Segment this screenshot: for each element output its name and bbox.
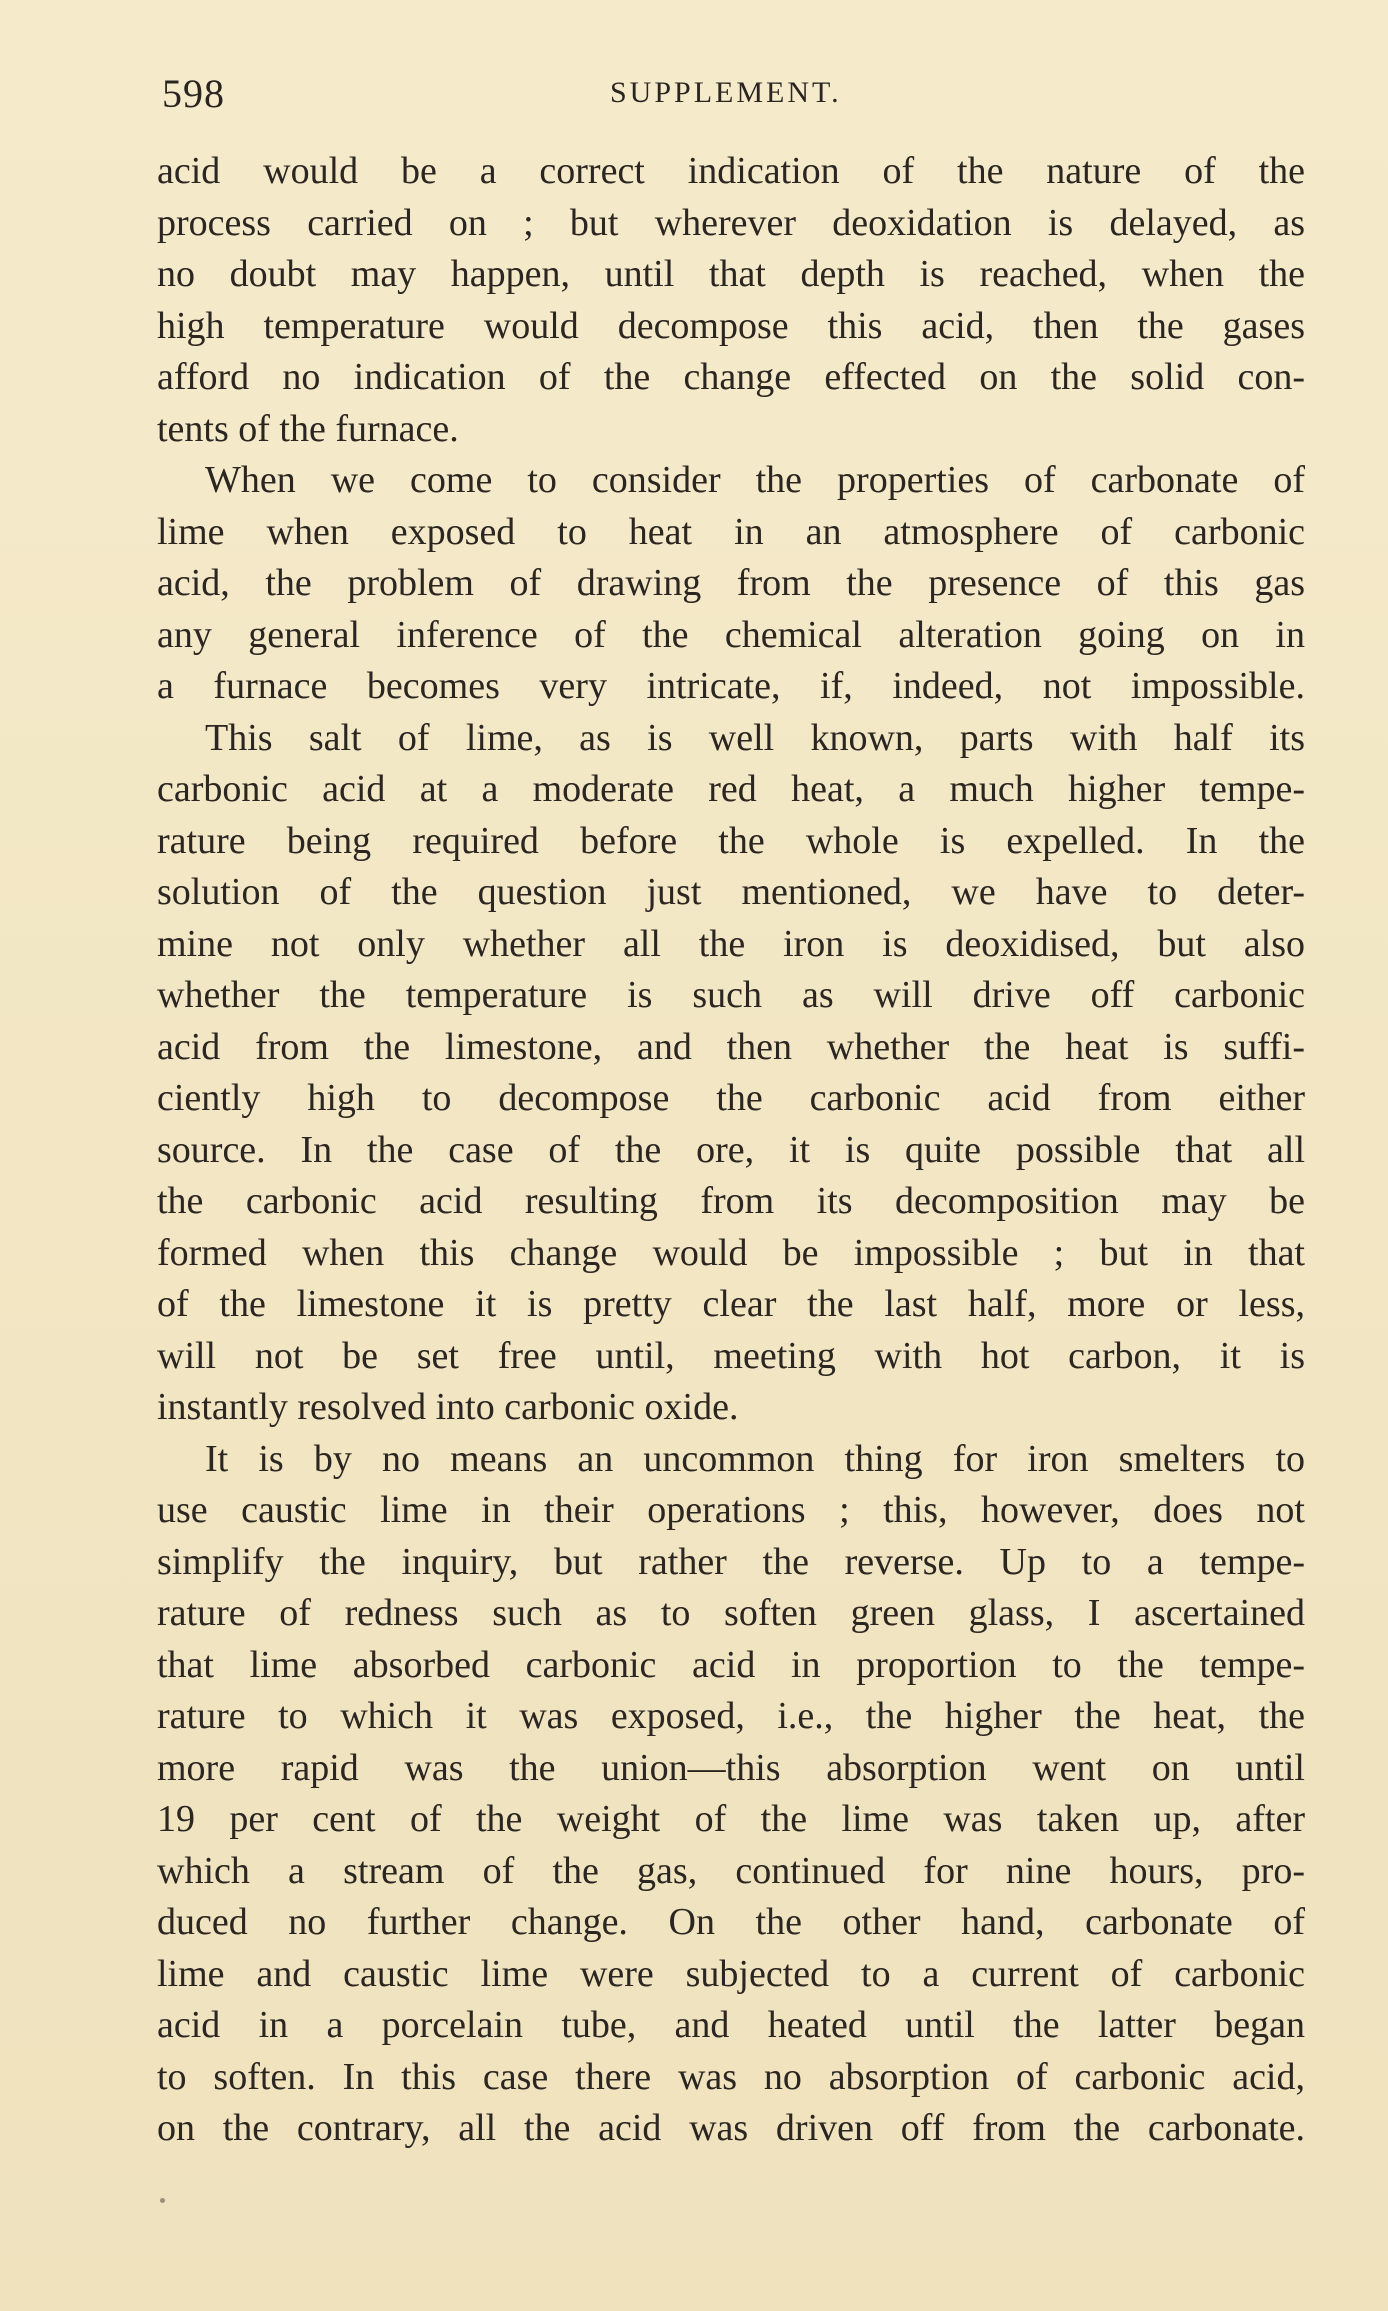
text-line: will not be set free until, meeting with hot carbon, it is: [157, 1334, 1305, 1377]
text-line: It is by no means an uncommon thing for iron smelters to: [205, 1437, 1305, 1480]
text-line: afford no indication of the change effected on the solid con-: [157, 356, 1305, 398]
text-line: on the contrary, all the acid was driven off from the carbonate.: [157, 2107, 1305, 2149]
body-text: [157, 146, 1305, 2155]
text-line: acid, the problem of drawing from the presence of this gas: [157, 562, 1305, 604]
text-line: high temperature would decompose this acid, then the gases: [157, 304, 1305, 347]
text-line: whether the temperature is such as will drive off carbonic: [157, 974, 1305, 1016]
text-line: rature to which it was exposed, i.e., the higher the heat, the: [157, 1695, 1305, 1737]
text-line: use caustic lime in their operations ; this, however, does not: [157, 1489, 1305, 1531]
text-line: a furnace becomes very intricate, if, indeed, not impossible.: [157, 665, 1305, 707]
text-line: source. In the case of the ore, it is quite possible that all: [157, 1128, 1305, 1171]
text-line: carbonic acid at a moderate red heat, a much higher tempe-: [157, 768, 1305, 810]
text-line: ciently high to decompose the carbonic acid from either: [157, 1077, 1305, 1119]
text-line: lime when exposed to heat in an atmosphere of carbonic: [157, 510, 1305, 553]
text-line: When we come to consider the properties of carbonate of: [205, 459, 1305, 501]
page-header: [162, 66, 1305, 126]
text-line: that lime absorbed carbonic acid in proportion to the tempe-: [157, 1643, 1305, 1686]
text-line: of the limestone it is pretty clear the last half, more or less,: [157, 1283, 1305, 1325]
text-line: This salt of lime, as is well known, parts with half its: [205, 716, 1305, 759]
text-line: acid from the limestone, and then whether the heat is suffi-: [157, 1025, 1305, 1068]
paper-speck: [160, 2198, 165, 2203]
text-line: formed when this change would be impossible ; but in that: [157, 1231, 1305, 1274]
text-line: 19 per cent of the weight of the lime was taken up, after: [157, 1798, 1305, 1840]
text-line: any general inference of the chemical alteration going on in: [157, 613, 1305, 656]
page-number: 598: [162, 71, 225, 116]
text-line: which a stream of the gas, continued for nine hours, pro-: [157, 1849, 1305, 1892]
paragraph-3: [157, 713, 1305, 1434]
text-line: rature being required before the whole is expelled. In the: [157, 819, 1305, 862]
text-line: acid in a porcelain tube, and heated until the latter began: [157, 2004, 1305, 2046]
text-line: lime and caustic lime were subjected to a current of carbonic: [157, 1952, 1305, 1995]
text-line: more rapid was the union—this absorption went on until: [157, 1746, 1305, 1789]
text-line: tents of the furnace.: [157, 407, 459, 450]
text-line: simplify the inquiry, but rather the reverse. Up to a tempe-: [157, 1540, 1305, 1583]
text-line: acid would be a correct indication of the nature of the: [157, 150, 1305, 192]
text-line: the carbonic acid resulting from its decomposition may be: [157, 1180, 1305, 1222]
text-line: no doubt may happen, until that depth is reached, when the: [157, 253, 1305, 295]
text-line: to soften. In this case there was no absorption of carbonic acid,: [157, 2055, 1305, 2098]
text-line: duced no further change. On the other hand, carbonate of: [157, 1901, 1305, 1943]
text-line: instantly resolved into carbonic oxide.: [157, 1386, 739, 1428]
paragraph-2: [157, 455, 1305, 713]
text-line: mine not only whether all the iron is deoxidised, but also: [157, 922, 1305, 965]
running-head: SUPPLEMENT.: [610, 76, 842, 109]
text-line: solution of the question just mentioned, we have to deter-: [157, 871, 1305, 913]
paragraph-4: [157, 1434, 1305, 2155]
paragraph-1: [157, 146, 1305, 455]
text-line: rature of redness such as to soften green glass, I ascertained: [157, 1592, 1305, 1634]
text-line: process carried on ; but wherever deoxidation is delayed, as: [157, 201, 1305, 244]
